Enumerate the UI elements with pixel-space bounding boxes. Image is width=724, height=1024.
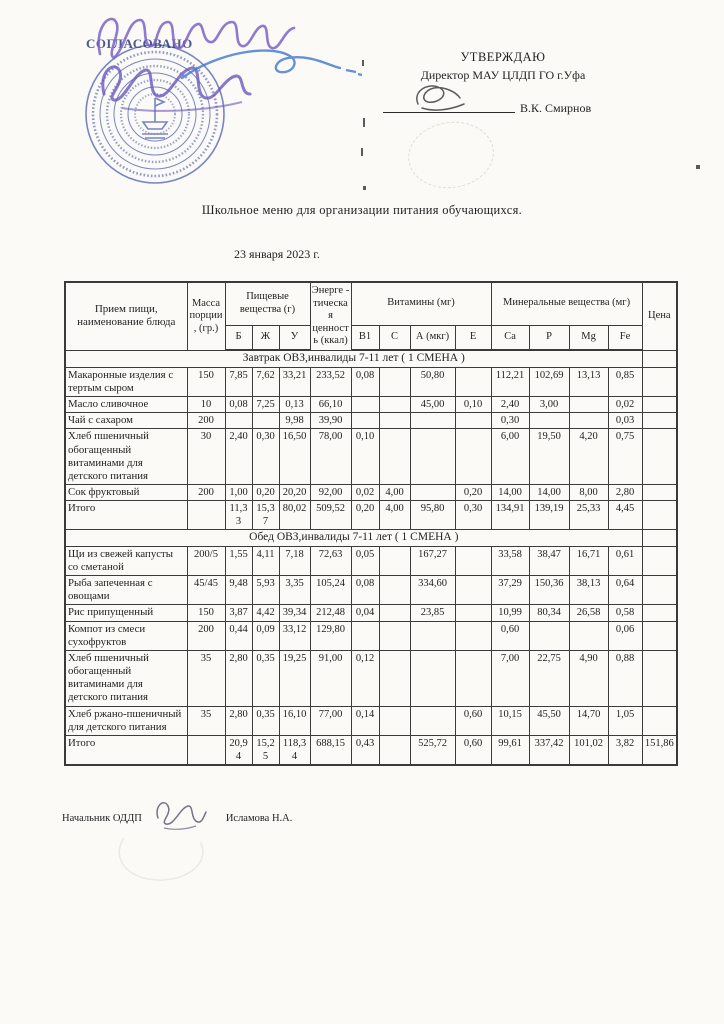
value-cell	[379, 576, 410, 605]
value-cell: 80,34	[529, 605, 569, 621]
value-cell	[410, 621, 455, 650]
value-cell	[642, 546, 677, 575]
dish-name-cell: Масло сливочное	[65, 397, 187, 413]
dish-name-cell: Щи из свежей капусты со сметаной	[65, 546, 187, 575]
value-cell: 2,80	[608, 485, 642, 501]
table-row	[65, 621, 677, 650]
value-cell: 0,14	[351, 706, 379, 735]
value-cell: 72,63	[310, 546, 351, 575]
value-cell	[252, 413, 279, 429]
value-cell: 150	[187, 605, 225, 621]
value-cell	[642, 485, 677, 501]
document-date: 23 января 2023 г.	[234, 247, 320, 261]
total-row	[65, 501, 677, 530]
value-cell: 10,15	[491, 706, 529, 735]
col-header-b1: В1	[351, 325, 379, 350]
value-cell	[642, 621, 677, 650]
faint-stamp-outline-icon	[404, 116, 498, 193]
value-cell	[642, 413, 677, 429]
director-name: В.К. Смирнов	[520, 101, 592, 115]
faint-pencil-arc-icon	[108, 828, 218, 888]
value-cell: 13,13	[569, 367, 608, 396]
value-cell: 15,37	[252, 501, 279, 530]
value-cell: 3,87	[225, 605, 252, 621]
value-cell: 3,82	[608, 735, 642, 765]
value-cell: 0,20	[351, 501, 379, 530]
value-cell: 151,86	[642, 735, 677, 765]
value-cell: 33,58	[491, 546, 529, 575]
value-cell: 14,00	[529, 485, 569, 501]
col-header-e: Е	[455, 325, 491, 350]
value-cell: 22,75	[529, 650, 569, 706]
table-row	[65, 650, 677, 706]
value-cell	[379, 546, 410, 575]
value-cell: 200	[187, 413, 225, 429]
value-cell: 3,00	[529, 397, 569, 413]
ink-speck	[363, 186, 366, 190]
col-header-fe: Fe	[608, 325, 642, 350]
value-cell	[455, 413, 491, 429]
value-cell: 0,61	[608, 546, 642, 575]
value-cell: 0,64	[608, 576, 642, 605]
dish-name-cell: Итого	[65, 735, 187, 765]
value-cell: 20,20	[279, 485, 310, 501]
value-cell	[410, 429, 455, 485]
value-cell: 0,06	[608, 621, 642, 650]
value-cell	[379, 650, 410, 706]
total-row	[65, 735, 677, 765]
footer-signature-icon	[150, 796, 208, 830]
value-cell: 23,85	[410, 605, 455, 621]
value-cell: 509,52	[310, 501, 351, 530]
value-cell: 39,90	[310, 413, 351, 429]
value-cell: 0,04	[351, 605, 379, 621]
value-cell: 0,20	[455, 485, 491, 501]
value-cell	[225, 413, 252, 429]
dish-name-cell: Рис припущенный	[65, 605, 187, 621]
col-header-meal: Прием пищи, наименование блюда	[65, 282, 187, 350]
value-cell: 6,00	[491, 429, 529, 485]
dish-name-cell: Компот из смеси сухофруктов	[65, 621, 187, 650]
value-cell: 0,35	[252, 650, 279, 706]
value-cell	[642, 605, 677, 621]
col-header-p: Р	[529, 325, 569, 350]
value-cell: 0,08	[351, 367, 379, 396]
value-cell	[642, 706, 677, 735]
value-cell: 4,20	[569, 429, 608, 485]
value-cell: 80,02	[279, 501, 310, 530]
value-cell: 2,80	[225, 650, 252, 706]
value-cell	[529, 413, 569, 429]
dish-name-cell: Итого	[65, 501, 187, 530]
value-cell: 2,40	[225, 429, 252, 485]
value-cell: 95,80	[410, 501, 455, 530]
value-cell: 525,72	[410, 735, 455, 765]
value-cell: 0,08	[225, 397, 252, 413]
value-cell: 8,00	[569, 485, 608, 501]
value-cell: 92,00	[310, 485, 351, 501]
value-cell	[187, 501, 225, 530]
value-cell	[351, 413, 379, 429]
col-header-mg: Mg	[569, 325, 608, 350]
value-cell: 200	[187, 621, 225, 650]
value-cell: 0,02	[351, 485, 379, 501]
value-cell	[455, 576, 491, 605]
col-header-c: С	[379, 325, 410, 350]
value-cell: 14,00	[491, 485, 529, 501]
value-cell: 30	[187, 429, 225, 485]
value-cell: 50,80	[410, 367, 455, 396]
value-cell: 78,00	[310, 429, 351, 485]
value-cell: 334,60	[410, 576, 455, 605]
value-cell: 16,50	[279, 429, 310, 485]
approve-label: УТВЕРЖДАЮ	[460, 50, 546, 64]
value-cell: 0,35	[252, 706, 279, 735]
value-cell: 0,43	[351, 735, 379, 765]
value-cell	[455, 621, 491, 650]
value-cell: 101,02	[569, 735, 608, 765]
value-cell: 150,36	[529, 576, 569, 605]
value-cell	[642, 367, 677, 396]
table-row	[65, 576, 677, 605]
col-header-carbs: У	[279, 325, 310, 350]
value-cell: 0,13	[279, 397, 310, 413]
value-cell: 0,10	[351, 429, 379, 485]
dish-name-cell: Сок фруктовый	[65, 485, 187, 501]
section-header-row	[65, 350, 677, 367]
value-cell: 0,12	[351, 650, 379, 706]
value-cell	[642, 650, 677, 706]
value-cell	[455, 367, 491, 396]
value-cell: 39,34	[279, 605, 310, 621]
table-row	[65, 605, 677, 621]
director-line: Директор МАУ ЦЛДП ГО г.Уфа	[420, 68, 586, 82]
value-cell: 337,42	[529, 735, 569, 765]
col-header-price: Цена	[642, 282, 677, 350]
col-header-protein: Б	[225, 325, 252, 350]
table-row	[65, 397, 677, 413]
value-cell	[379, 397, 410, 413]
value-cell: 14,70	[569, 706, 608, 735]
value-cell	[410, 706, 455, 735]
value-cell	[379, 621, 410, 650]
value-cell: 688,15	[310, 735, 351, 765]
dish-name-cell: Хлеб ржано-пшеничный для детского питания	[65, 706, 187, 735]
dish-name-cell: Рыба запеченная с овощами	[65, 576, 187, 605]
value-cell	[642, 429, 677, 485]
value-cell: 16,10	[279, 706, 310, 735]
value-cell: 7,25	[252, 397, 279, 413]
value-cell: 150	[187, 367, 225, 396]
value-cell: 0,88	[608, 650, 642, 706]
table-row	[65, 485, 677, 501]
value-cell: 5,93	[252, 576, 279, 605]
footer-position: Начальник ОДДП	[62, 812, 142, 824]
dish-name-cell: Макаронные изделия с тертым сыром	[65, 367, 187, 396]
value-cell: 0,75	[608, 429, 642, 485]
value-cell: 0,09	[252, 621, 279, 650]
value-cell	[642, 397, 677, 413]
value-cell	[569, 397, 608, 413]
col-header-a: А (мкг)	[410, 325, 455, 350]
value-cell: 139,19	[529, 501, 569, 530]
table-row	[65, 546, 677, 575]
value-cell: 9,48	[225, 576, 252, 605]
value-cell: 0,05	[351, 546, 379, 575]
dish-name-cell: Хлеб пшеничный обогащенный витаминами для детского питания	[65, 650, 187, 706]
value-cell: 77,00	[310, 706, 351, 735]
value-cell: 91,00	[310, 650, 351, 706]
value-cell: 233,52	[310, 367, 351, 396]
header-group-row	[65, 282, 677, 325]
col-group-minerals: Минеральные вещества (мг)	[491, 282, 642, 325]
value-cell: 200/5	[187, 546, 225, 575]
value-cell: 0,10	[455, 397, 491, 413]
director-signature-icon	[408, 78, 484, 116]
value-cell	[455, 650, 491, 706]
value-cell: 16,71	[569, 546, 608, 575]
value-cell: 10	[187, 397, 225, 413]
value-cell	[187, 735, 225, 765]
col-header-mass: Масса порции, (гр.)	[187, 282, 225, 350]
value-cell: 66,10	[310, 397, 351, 413]
value-cell: 0,85	[608, 367, 642, 396]
menu-table-body	[65, 350, 677, 765]
value-cell: 167,27	[410, 546, 455, 575]
value-cell: 212,48	[310, 605, 351, 621]
section-price-cell	[642, 350, 677, 367]
value-cell: 7,85	[225, 367, 252, 396]
value-cell	[379, 367, 410, 396]
value-cell	[569, 413, 608, 429]
value-cell: 4,42	[252, 605, 279, 621]
table-row	[65, 706, 677, 735]
value-cell: 45,50	[529, 706, 569, 735]
value-cell: 7,62	[252, 367, 279, 396]
value-cell: 0,58	[608, 605, 642, 621]
value-cell	[455, 546, 491, 575]
agreed-stamp-label: СОГЛАСОВАНО	[86, 36, 193, 51]
footer-signature-line	[62, 806, 292, 830]
value-cell: 118,34	[279, 735, 310, 765]
table-row	[65, 367, 677, 396]
value-cell: 99,61	[491, 735, 529, 765]
value-cell	[529, 621, 569, 650]
value-cell: 3,35	[279, 576, 310, 605]
value-cell: 0,30	[455, 501, 491, 530]
value-cell: 134,91	[491, 501, 529, 530]
value-cell: 0,30	[491, 413, 529, 429]
value-cell: 33,12	[279, 621, 310, 650]
ink-speck	[696, 165, 700, 169]
value-cell: 4,45	[608, 501, 642, 530]
value-cell: 2,40	[491, 397, 529, 413]
value-cell: 4,00	[379, 501, 410, 530]
value-cell: 129,80	[310, 621, 351, 650]
value-cell: 7,00	[491, 650, 529, 706]
section-price-cell	[642, 530, 677, 546]
value-cell: 0,60	[491, 621, 529, 650]
value-cell	[379, 706, 410, 735]
page-title: Школьное меню для организации питания обучающихся.	[201, 203, 523, 217]
value-cell	[379, 605, 410, 621]
value-cell: 38,13	[569, 576, 608, 605]
menu-table	[64, 281, 678, 766]
section-title: Завтрак ОВЗ,инвалиды 7-11 лет ( 1 СМЕНА )	[65, 350, 642, 367]
value-cell	[455, 429, 491, 485]
value-cell: 11,33	[225, 501, 252, 530]
value-cell: 0,20	[252, 485, 279, 501]
value-cell	[410, 650, 455, 706]
value-cell: 35	[187, 706, 225, 735]
value-cell	[379, 429, 410, 485]
value-cell: 0,08	[351, 576, 379, 605]
value-cell: 0,02	[608, 397, 642, 413]
value-cell: 0,60	[455, 735, 491, 765]
value-cell: 35	[187, 650, 225, 706]
value-cell: 38,47	[529, 546, 569, 575]
value-cell: 7,18	[279, 546, 310, 575]
ink-speck	[363, 118, 365, 127]
value-cell	[642, 501, 677, 530]
col-header-energy: Энерге - тическая ценность (ккал)	[310, 282, 351, 350]
value-cell: 4,11	[252, 546, 279, 575]
value-cell: 33,21	[279, 367, 310, 396]
value-cell	[379, 413, 410, 429]
value-cell	[351, 397, 379, 413]
value-cell: 10,99	[491, 605, 529, 621]
value-cell: 4,90	[569, 650, 608, 706]
value-cell: 4,00	[379, 485, 410, 501]
value-cell: 1,05	[608, 706, 642, 735]
value-cell: 20,94	[225, 735, 252, 765]
col-header-fat: Ж	[252, 325, 279, 350]
value-cell: 1,00	[225, 485, 252, 501]
value-cell	[379, 735, 410, 765]
value-cell: 0,30	[252, 429, 279, 485]
value-cell: 105,24	[310, 576, 351, 605]
value-cell: 200	[187, 485, 225, 501]
value-cell	[569, 621, 608, 650]
value-cell	[410, 485, 455, 501]
table-row	[65, 413, 677, 429]
value-cell: 45,00	[410, 397, 455, 413]
value-cell: 0,03	[608, 413, 642, 429]
pen-flourish-icon	[178, 40, 364, 90]
footer-name: Исламова Н.А.	[225, 812, 293, 824]
value-cell: 2,80	[225, 706, 252, 735]
value-cell: 26,58	[569, 605, 608, 621]
value-cell: 19,50	[529, 429, 569, 485]
value-cell: 15,25	[252, 735, 279, 765]
value-cell: 25,33	[569, 501, 608, 530]
col-header-ca: Са	[491, 325, 529, 350]
table-row	[65, 429, 677, 485]
value-cell: 45/45	[187, 576, 225, 605]
dish-name-cell: Хлеб пшеничный обогащенный витаминами для детского питания	[65, 429, 187, 485]
value-cell	[351, 621, 379, 650]
value-cell: 9,98	[279, 413, 310, 429]
value-cell	[410, 413, 455, 429]
value-cell: 112,21	[491, 367, 529, 396]
value-cell: 102,69	[529, 367, 569, 396]
value-cell: 0,44	[225, 621, 252, 650]
value-cell: 0,60	[455, 706, 491, 735]
dish-name-cell: Чай с сахаром	[65, 413, 187, 429]
ink-speck	[361, 148, 363, 156]
col-group-vitamins: Витамины (мг)	[351, 282, 491, 325]
value-cell	[455, 605, 491, 621]
value-cell: 19,25	[279, 650, 310, 706]
value-cell	[642, 576, 677, 605]
section-title: Обед ОВЗ,инвалиды 7-11 лет ( 1 СМЕНА )	[65, 530, 642, 546]
section-header-row	[65, 530, 677, 546]
value-cell: 1,55	[225, 546, 252, 575]
col-group-nutrients: Пищевые вещества (г)	[225, 282, 310, 325]
value-cell: 37,29	[491, 576, 529, 605]
